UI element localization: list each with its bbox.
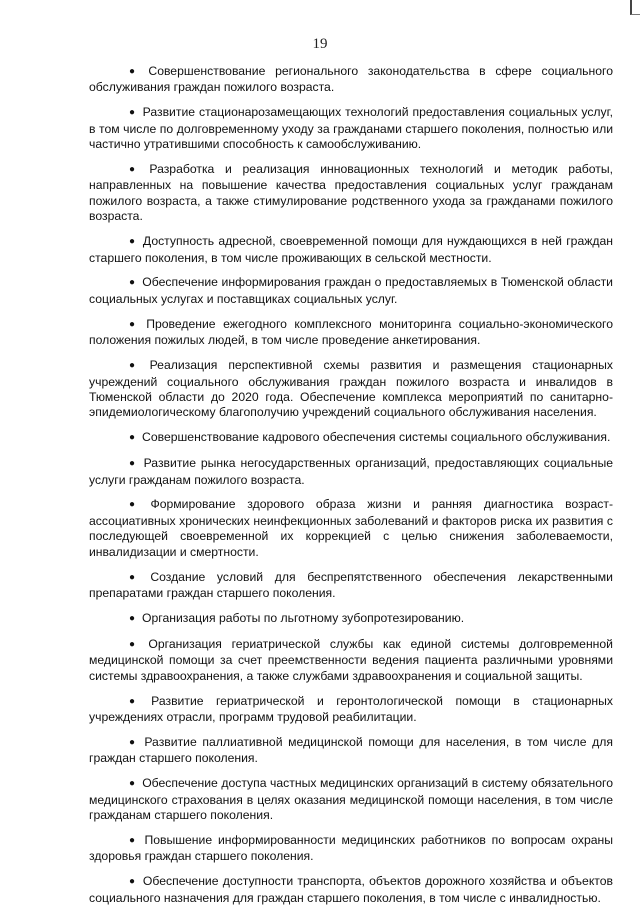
bullet-list	[89, 64, 613, 915]
bullet-icon: ●	[129, 695, 145, 707]
list-item-text: Разработка и реализация инновационных технологий и методик работы, направленных на повышение качества предоставления социальных услуг гражданам пожилого возраста, а также стимулирование родственного ухода за гражданами пожилого возраста.	[89, 162, 613, 224]
list-item	[89, 456, 613, 488]
bullet-icon: ●	[129, 432, 136, 444]
bullet-icon: ●	[129, 499, 144, 511]
bullet-icon: ●	[129, 164, 143, 176]
bullet-icon: ●	[129, 736, 138, 748]
list-item-text: Обеспечение информирования граждан о предоставляемых в Тюменской области социальных услугах и поставщиках социальных услуг.	[89, 275, 613, 306]
bullet-icon: ●	[129, 638, 142, 650]
bullet-icon: ●	[129, 360, 143, 372]
list-item	[89, 234, 613, 266]
list-item	[89, 358, 613, 421]
list-item	[89, 694, 613, 726]
bullet-icon: ●	[129, 66, 142, 77]
list-item-text: Развитие рынка негосударственных организаций, предоставляющих социальные услуги гражданам пожилого возраста.	[89, 456, 613, 487]
list-item	[89, 611, 613, 627]
list-item	[89, 64, 613, 96]
list-item	[89, 735, 613, 767]
scan-corner-mark	[630, 0, 640, 15]
bullet-icon: ●	[129, 876, 136, 888]
list-item-text: Реализация перспективной схемы развития и размещения стационарных учреждений социального обслуживания граждан пожилого возраста и инвалидов в Тюменской области до 2020 года. Обеспечение комплекса мероприятий по санитарно-эпидемиологическому благополучию учреждений социального обслуживания населения.	[89, 358, 613, 420]
list-item-text: Обеспечение доступности транспорта, объектов дорожного хозяйства и объектов социального назначения для граждан старшего поколения, в том числе с инвалидностью.	[89, 874, 613, 905]
bullet-icon: ●	[129, 612, 136, 624]
list-item-text: Совершенствование кадрового обеспечения системы социального обслуживания.	[142, 430, 611, 445]
list-item-text: Повышение информированности медицинских работников по вопросам охраны здоровья граждан старшего поколения.	[89, 832, 613, 864]
list-item	[89, 497, 613, 560]
list-item	[89, 833, 613, 865]
list-item-text: Развитие паллиативной медицинской помощи для населения, в том числе для граждан старшего поколения.	[89, 734, 613, 766]
bullet-icon: ●	[129, 778, 136, 790]
list-item	[89, 105, 613, 152]
list-item	[89, 162, 613, 225]
list-item-text: Развитие стационарозамещающих технологий предоставления социальных услуг, в том числе по долговременному уходу за гражданами старшего поколения, полностью или частично утратившими способность к самообслуживанию.	[89, 105, 613, 152]
bullet-icon: ●	[129, 107, 136, 119]
list-item	[89, 637, 613, 684]
list-item-text: Создание условий для беспрепятственного обеспечения лекарственными препаратами граждан старшего поколения.	[89, 569, 613, 600]
bullet-icon: ●	[129, 458, 137, 470]
page-number: 19	[312, 36, 328, 52]
list-item	[89, 874, 613, 906]
list-item	[89, 430, 613, 446]
list-item-text: Доступность адресной, своевременной помощи для нуждающихся в ней граждан старшего поколения, в том числе проживающих в сельской местности.	[89, 234, 614, 265]
list-item-text: Проведение ежегодного комплексного мониторинга социально-экономического положения пожилых людей, в том числе проведение анкетирования.	[89, 316, 613, 348]
bullet-icon: ●	[129, 571, 144, 583]
list-item	[89, 570, 613, 602]
list-item-text: Совершенствование регионального законодательства в сфере социального обслуживания граждан пожилого возраста.	[89, 64, 613, 95]
list-item-text: Организация гериатрической службы как единой системы долговременной медицинской помощи за счет преемственности ведения пациента различными уровнями системы здравоохранения, а также службами здравоохранения и социальной защиты.	[89, 636, 613, 683]
list-item	[89, 317, 613, 349]
bullet-icon: ●	[129, 277, 136, 289]
list-item-text: Формирование здорового образа жизни и ранняя диагностика возраст-ассоциативных хронических неинфекционных заболеваний и факторов риска их развития с последующей своевременной их коррекцией с целью снижения заболеваемости, инвалидизации и смертности.	[89, 497, 613, 559]
list-item-text: Организация работы по льготному зубопротезированию.	[142, 610, 465, 625]
list-item-text: Обеспечение доступа частных медицинских организаций в систему обязательного медицинского страхования в целях оказания медицинской помощи населения, в том числе гражданам старшего поколения.	[89, 776, 613, 822]
list-item-text: Развитие гериатрической и геронтологической помощи в стационарных учреждениях отрасли, программ трудовой реабилитации.	[89, 693, 613, 724]
bullet-icon: ●	[129, 236, 136, 248]
bullet-icon: ●	[129, 318, 140, 330]
list-item	[89, 776, 613, 823]
bullet-icon: ●	[129, 834, 138, 846]
list-item	[89, 275, 613, 307]
